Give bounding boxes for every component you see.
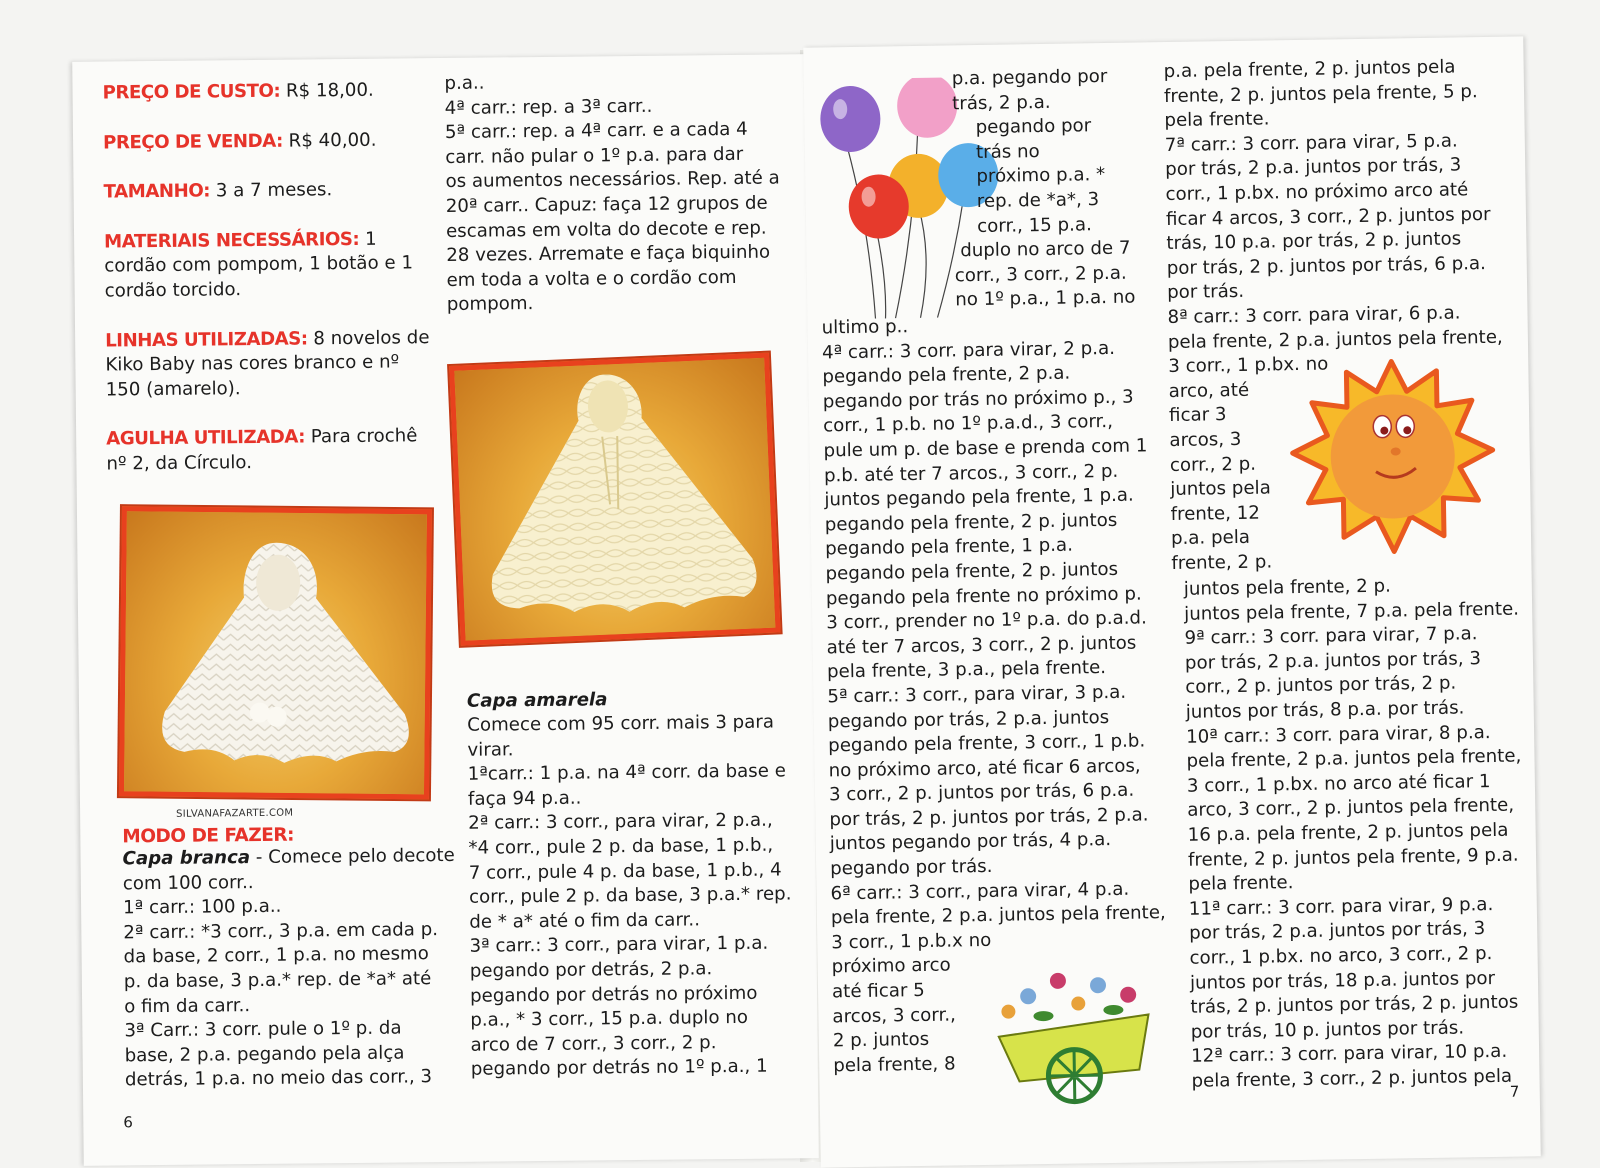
spec-label: AGULHA UTILIZADA:	[106, 426, 306, 450]
spec-size	[103, 177, 423, 205]
spec-needle	[106, 425, 426, 478]
capa-branca-text	[122, 844, 457, 1093]
yellow-cape-illustration	[454, 358, 775, 641]
photo-white-cape	[119, 506, 432, 799]
spec-value: 3 a 7 meses.	[209, 179, 333, 202]
right-page	[803, 36, 1541, 1167]
spec-yarn	[105, 326, 430, 403]
capa-amarela-title: Capa amarela	[466, 689, 608, 712]
spec-price	[103, 128, 423, 156]
spec-value: R$ 18,00.	[280, 79, 374, 102]
sun-icon	[1286, 355, 1499, 568]
spec-label: MATERIAIS NECESSÁRIOS:	[104, 228, 360, 253]
spec-value: Para crochê nº 2, da Círculo.	[106, 425, 418, 475]
spec-value: R$ 40,00.	[282, 129, 377, 152]
photo-credit: SILVANAFAZARTE.COM	[176, 807, 294, 820]
photo-yellow-cape	[449, 353, 780, 646]
spec-label: PREÇO DE VENDA:	[102, 130, 283, 154]
specs-block	[102, 78, 430, 502]
spec-cost	[102, 78, 422, 106]
page-number-right: 7	[1509, 1082, 1520, 1101]
white-cape-illustration	[124, 511, 427, 794]
page-number-left: 6	[123, 1113, 133, 1132]
spec-label: PREÇO DE CUSTO:	[102, 80, 281, 104]
spec-value: 8 novelos de Kiko Baby nas cores branco e nº 150 (amarelo).	[105, 326, 430, 401]
col4-bottom-text: juntos pela frente, 2 p. juntos pela frente, 7 p.a. pela frente. 9ª carr.: 3 corr. para virar, 7 p.a. por trás, 2 p.a. juntos por trás, 3 corr., 2 p. juntos por trás, 2 p. juntos por trás, 8 p.a. por trás. 10ª carr.: 3 corr. para virar, 8 p.a. pela frente, 2 p.a. juntos pela frente, 3 corr., 1 p.bx. no arco até ficar 1 arco, 3 corr., 2 p. juntos pela frente, 16 p.a. pela frente, 2 p. juntos pela frente, 2 p. juntos pela frente, 9 p.a. pela frente. 11ª carr.: 3 corr. para virar, 9 p.a. por trás, 2 p.a. juntos por trás, 3 corr., 1 p.bx. no arco, 3 corr., 2 p. juntos por trás, 18 p.a. juntos por trás, 2 p. juntos por trás, 2 p. juntos por trás, 10 p. juntos por trás. 12ª carr.: 3 corr. para virar, 10 p.a. pela frente, 3 corr., 2 p. juntos pela	[1183, 575, 1522, 1092]
spec-label: LINHAS UTILIZADAS:	[105, 327, 308, 352]
col2-bottom-text: Comece com 95 corr. mais 3 para virar. 1ªcarr.: 1 p.a. na 4ª corr. da base e faça 94 p.a.. 2ª carr.: 3 corr., para virar, 2 p.a., *4 corr., pule 2 p. da base, 1 p.b., 7 corr., pule 4 p. da base, 1 p.b., 4 corr., pule 2 p. da base, 3 p.a.* rep. de * a* até o fim da carr.. 3ª carr.: 3 corr., para virar, 1 p.a. pegando por detrás, 2 p.a. pegando por detrás no próximo p.a., * 3 corr., 15 p.a. duplo no arco de 7 corr., 3 corr., 2 p. pegando por detrás no 1º p.a., 1	[467, 711, 792, 1081]
flower-cart-icon	[978, 954, 1180, 1107]
spec-value: 1 cordão com pompom, 1 botão e 1 cordão torcido.	[104, 228, 414, 302]
capa-branca-body: - Comece pelo decote com 100 corr.. 1ª carr.: 100 p.a.. 2ª carr.: *3 corr., 3 p.a. em cada p. da base, 2 corr., 1 p.a. no mesmo p. da base, 3 p.a.* rep. de *a* até o fim da carr.. 3ª Carr.: 3 corr. pule o 1º p. da base, 2 p.a. pegando pela alça detrás, 1 p.a. no meio das corr., 3	[122, 844, 455, 1091]
modo-title: MODO DE FAZER:	[122, 824, 295, 848]
col3-main-text: ultimo p.. 4ª carr.: 3 corr. para virar, 2 p.a. pegando pela frente, 2 p.a. pegando por trás no próximo p., 3 corr., 1 p.b. no 1º p.a.d., 3 corr., pule um p. de base e prenda com 1 p.b. até ter 7 arcos., 3 corr., 2 p. juntos pegando pela frente, 1 p.a. pegando pela frente, 2 p. juntos pegando pela frente, 1 p.a. pegando pela frente, 2 p. juntos pegando pela frente no próximo p. 3 corr., prender no 1º p.a. do p.a.d. até ter 7 arcos, 3 corr., 2 p. juntos pela frente, 3 p.a., pela frente. 5ª carr.: 3 corr., para virar, 3 p.a. pegando por trás, 2 p.a. juntos pegando pela frente, 3 corr., 1 p.b. no próximo arco, até ficar 6 arcos, 3 corr., 2 p. juntos por trás, 6 p.a. por trás, 2 p. juntos por trás, 2 p.a. juntos pegando por trás, 4 p.a. pegando por trás. 6ª carr.: 3 corr., para virar, 4 p.a. pela frente, 2 p.a. juntos pela frente, 3 corr., 1 p.b.x no próximo arco até ficar 5 arcos, 3 corr., 2 p. juntos pela frente, 8	[821, 316, 1166, 1077]
capa-branca-title: Capa branca	[122, 847, 251, 870]
col3-top-text: p.a. pegando por trás, 2 p.a. pegando por trás no próximo p.a. * rep. de *a*, 3 corr., 15 p.a. duplo no arco de 7 corr., 3 corr., 2 p.a. no 1º p.a., 1 p.a. no	[951, 65, 1136, 311]
spec-label: TAMANHO:	[103, 180, 211, 203]
spec-materials	[104, 227, 425, 304]
col4-top-text: p.a. pela frente, 2 p. juntos pela frente, 2 p. juntos pela frente, 5 p. pela frente. 7ª carr.: 3 corr. para virar, 5 p.a. por trás, 2 p.a. juntos por trás, 3 corr., 1 p.bx. no próximo arco até ficar 4 arcos, 3 corr., 2 p. juntos por trás, 10 p.a. por trás, 2 p. juntos por trás, 2 p. juntos por trás, 6 p.a. por trás. 8ª carr.: 3 corr. para virar, 6 p.a. pela frente, 2 p.a. juntos pela frente, 3 corr., 1 p.bx. no arco, até ficar 3 arcos, 3 corr., 2 p. juntos pela frente, 12 p.a. pela frente, 2 p.	[1163, 56, 1503, 574]
col2-top-text: p.a.. 4ª carr.: rep. a 3ª carr.. 5ª carr.: rep. a 4ª carr. e a cada 4 carr. não pular o 1º p.a. para dar os aumentos necessários. Rep. até a 20ª carr.. Capuz: faça 12 grupos de escamas em volta do decote e rep. 28 vezes. Arremate e faça biquinho em toda a volta e o cordão com pompom.	[444, 72, 780, 316]
left-page	[72, 54, 819, 1166]
